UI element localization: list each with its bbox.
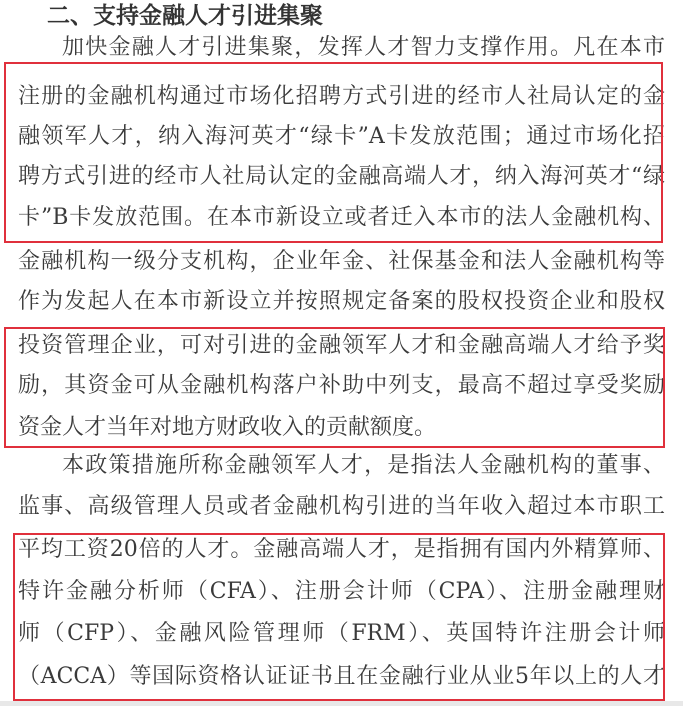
section-heading: 二、支持金融人才引进集聚 bbox=[47, 3, 323, 29]
highlight-box bbox=[4, 62, 663, 243]
highlight-box bbox=[13, 533, 665, 701]
text-line: 励，其资金可从金融机构落户补助中列支，最高不超过享受奖励 bbox=[18, 373, 665, 398]
text-line: 卡”B卡发放范围。在本市新设立或者迁入本市的法人金融机构、 bbox=[18, 205, 665, 230]
text-line: 特许金融分析师（CFA）、注册会计师（CPA）、注册金融理财 bbox=[18, 579, 665, 604]
highlight-box bbox=[4, 327, 665, 448]
text-line: 加快金融人才引进集聚，发挥人才智力支撑作用。凡在本市 bbox=[62, 35, 665, 60]
text-line: 金融机构一级分支机构，企业年金、社保基金和法人金融机构等 bbox=[18, 249, 665, 274]
text-line: （ACCA）等国际资格认证证书且在金融行业从业5年以上的人才 bbox=[18, 664, 665, 689]
text-line: 融领军人才，纳入海河英才“绿卡”A卡发放范围；通过市场化招 bbox=[18, 124, 665, 149]
text-line: 资金人才当年对地方财政收入的贡献额度。 bbox=[18, 415, 437, 440]
text-line: 师（CFP）、金融风险管理师（FRM）、英国特许注册会计师 bbox=[18, 621, 665, 646]
text-line: 监事、高级管理人员或者金融机构引进的当年收入超过本市职工 bbox=[18, 494, 665, 519]
text-line: 注册的金融机构通过市场化招聘方式引进的经市人社局认定的金 bbox=[18, 84, 665, 109]
page-bottom-edge bbox=[0, 701, 683, 706]
text-line: 投资管理企业，可对引进的金融领军人才和金融高端人才给予奖 bbox=[18, 333, 665, 358]
text-line: 本政策措施所称金融领军人才，是指法人金融机构的董事、 bbox=[62, 453, 665, 478]
text-line: 聘方式引进的经市人社局认定的金融高端人才，纳入海河英才“绿 bbox=[18, 164, 665, 189]
text-line: 作为发起人在本市新设立并按照规定备案的股权投资企业和股权 bbox=[18, 289, 665, 314]
text-line: 平均工资20倍的人才。金融高端人才，是指拥有国内外精算师、 bbox=[18, 537, 665, 562]
